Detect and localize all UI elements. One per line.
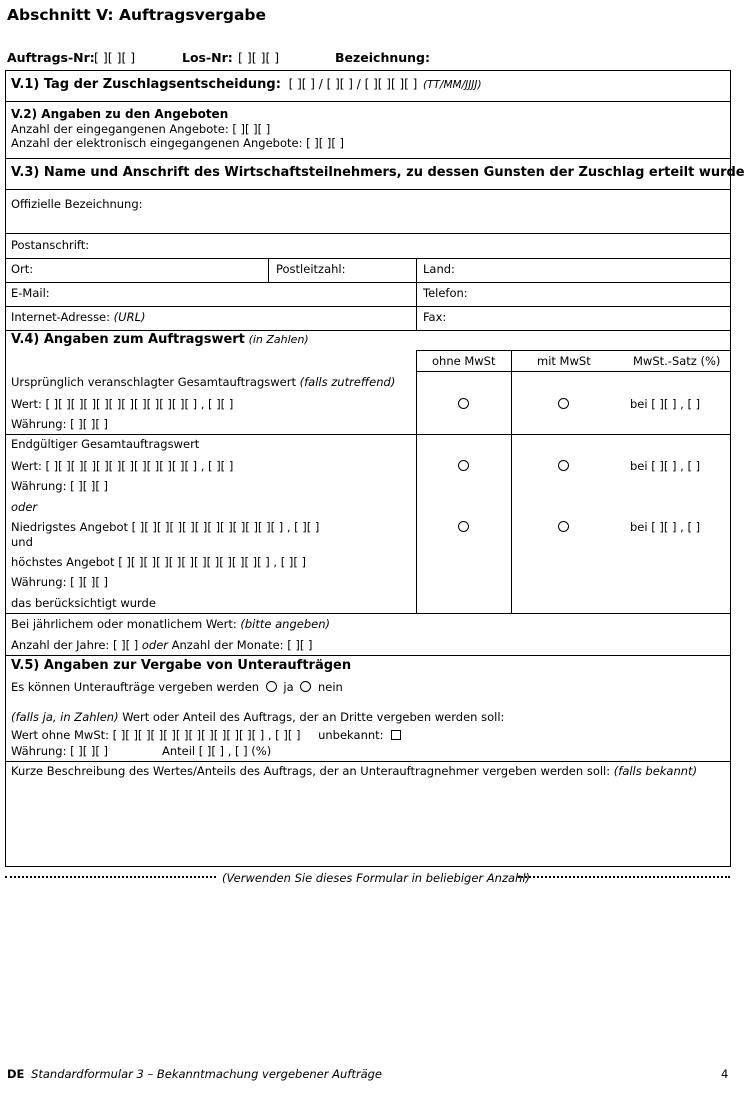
- v4-orig-wert[interactable]: Wert: [ ][ ][ ][ ][ ][ ][ ][ ][ ][ ][ ][ ] , [ ][ ]: [11, 397, 234, 411]
- v5-can-subcontract: Es können Unteraufträge vergeben werden: [11, 680, 260, 694]
- footer-form-title: Standardformular 3 – Bekanntmachung vergebener Aufträge: [31, 1067, 383, 1081]
- v4-orig-mit-radio[interactable]: [558, 398, 569, 409]
- v4-final-mit-radio[interactable]: [558, 460, 569, 471]
- divider: [416, 258, 417, 330]
- v4-orig-bei[interactable]: bei [ ][ ] , [ ]: [630, 397, 701, 411]
- v5-unbekannt-label: unbekannt:: [318, 728, 384, 742]
- v4-col-ohne: ohne MwSt: [432, 354, 496, 368]
- v4-col-satz: MwSt.-Satz (%): [633, 354, 721, 368]
- v5-if-yes-text: Wert oder Anteil des Auftrags, der an Dritte vergeben werden soll:: [122, 710, 505, 724]
- divider: [5, 101, 731, 102]
- v4-title-row: [11, 332, 309, 347]
- v5-nein-label: nein: [317, 680, 343, 694]
- v5-nein-radio[interactable]: [300, 681, 311, 692]
- v5-wert-ohne[interactable]: Wert ohne MwSt: [ ][ ][ ][ ][ ][ ][ ][ ][ ][ ][ ][ ] , [ ][ ]: [11, 728, 301, 742]
- v4-final-ohne-radio[interactable]: [458, 460, 469, 471]
- divider: [5, 613, 731, 614]
- los-nr-boxes[interactable]: [ ][ ][ ]: [238, 50, 280, 65]
- v4-orig-row: [11, 375, 395, 389]
- v4-considered: das berücksichtigt wurde: [11, 596, 156, 610]
- v5-ja-radio[interactable]: [266, 681, 277, 692]
- v3-email-label: E-Mail:: [11, 286, 50, 300]
- usage-note: (Verwenden Sie dieses Formular in beliebiger Anzahl): [222, 871, 531, 885]
- v4-periodic-hint: (bitte angeben): [240, 617, 330, 631]
- v4-highest[interactable]: höchstes Angebot [ ][ ][ ][ ][ ][ ][ ][ ][ ][ ][ ][ ] , [ ][ ]: [11, 555, 306, 569]
- v3-title: V.3) Name und Anschrift des Wirtschaftsteilnehmers, zu dessen Gunsten der Zuschlag erteilt wurde: [11, 165, 745, 180]
- divider: [5, 189, 731, 190]
- page-title: Abschnitt V: Auftragsvergabe: [7, 6, 267, 24]
- v2-received[interactable]: Anzahl der eingegangenen Angebote: [ ][ ][ ]: [11, 122, 271, 136]
- v5-short-desc-row: [11, 764, 697, 778]
- v3-fax-label: Fax:: [423, 310, 447, 324]
- v4-orig-label: Ursprünglich veranschlagter Gesamtauftragswert: [11, 375, 296, 389]
- v3-country-label: Land:: [423, 262, 455, 276]
- v2-electronic[interactable]: Anzahl der elektronisch eingegangenen Angebote: [ ][ ][ ]: [11, 136, 345, 150]
- divider: [416, 371, 731, 372]
- v3-internet-row: [11, 310, 145, 324]
- v3-postcode-label: Postleitzahl:: [276, 262, 346, 276]
- v4-oder: oder: [11, 500, 38, 514]
- v4-col-mit: mit MwSt: [537, 354, 591, 368]
- v5-anteil[interactable]: Anteil [ ][ ] , [ ] (%): [162, 744, 272, 758]
- divider: [416, 350, 731, 351]
- v4-range-mit-radio[interactable]: [558, 521, 569, 532]
- v4-years[interactable]: Anzahl der Jahre: [ ][ ]: [11, 638, 139, 652]
- bezeichnung-label: Bezeichnung:: [335, 50, 430, 65]
- v4-title: V.4) Angaben zum Auftragswert: [11, 332, 245, 347]
- v4-periodic-row: [11, 617, 330, 631]
- divider: [5, 306, 731, 307]
- v5-if-yes-row: [11, 710, 504, 724]
- v1-date-boxes[interactable]: [ ][ ] / [ ][ ] / [ ][ ][ ][ ]: [288, 77, 418, 91]
- v4-periodic-label: Bei jährlichem oder monatlichem Wert:: [11, 617, 237, 631]
- v4-title-hint: (in Zahlen): [248, 333, 309, 346]
- v4-lowest[interactable]: Niedrigstes Angebot [ ][ ][ ][ ][ ][ ][ ][ ][ ][ ][ ][ ] , [ ][ ]: [11, 520, 320, 534]
- v5-waehrung[interactable]: Währung: [ ][ ][ ]: [11, 744, 108, 758]
- v5-short-desc-label: Kurze Beschreibung des Wertes/Anteils des Auftrags, der an Unterauftragnehmer vergeben werden soll:: [11, 764, 611, 778]
- v3-official-name-label: Offizielle Bezeichnung:: [11, 197, 143, 211]
- divider: [511, 350, 512, 613]
- divider: [5, 158, 731, 159]
- divider: [5, 761, 731, 762]
- v5-unbekannt-checkbox[interactable]: [391, 730, 401, 740]
- v4-years-oder: oder: [141, 638, 168, 652]
- footer-page-number: 4: [721, 1067, 729, 1081]
- los-nr-label: Los-Nr:: [182, 50, 233, 65]
- auftrags-nr-boxes[interactable]: [ ][ ][ ]: [94, 50, 136, 65]
- v4-months[interactable]: Anzahl der Monate: [ ][ ]: [171, 638, 313, 652]
- v5-short-desc-hint: (falls bekannt): [613, 764, 698, 778]
- v3-postal-address-label: Postanschrift:: [11, 238, 90, 252]
- divider: [416, 350, 417, 613]
- divider: [268, 258, 269, 282]
- divider: [5, 233, 731, 234]
- v1-date-format: (TT/MM/JJJJ): [423, 79, 482, 91]
- v5-ja-label: ja: [283, 680, 294, 694]
- divider: [5, 655, 731, 656]
- note-dots-right: [518, 876, 730, 878]
- v5-wert-row: [11, 728, 401, 742]
- divider: [5, 330, 731, 331]
- v2-title: V.2) Angaben zu den Angeboten: [11, 107, 229, 121]
- v5-if-yes-hint: (falls ja, in Zahlen): [11, 710, 119, 724]
- v3-phone-label: Telefon:: [423, 286, 468, 300]
- note-dots-left: [5, 876, 216, 878]
- v4-und: und: [11, 535, 33, 549]
- v4-final-waehrung[interactable]: Währung: [ ][ ][ ]: [11, 479, 108, 493]
- frame-bottom: [5, 866, 731, 867]
- v4-range-ohne-radio[interactable]: [458, 521, 469, 532]
- divider: [5, 434, 731, 435]
- v5-title: V.5) Angaben zur Vergabe von Unteraufträgen: [11, 658, 352, 673]
- divider: [5, 258, 731, 259]
- v4-years-months-row[interactable]: [11, 638, 312, 652]
- footer-left: [7, 1067, 382, 1081]
- divider: [5, 282, 731, 283]
- v3-city-label: Ort:: [11, 262, 34, 276]
- v4-orig-waehrung[interactable]: Währung: [ ][ ][ ]: [11, 417, 108, 431]
- v4-orig-hint: (falls zutreffend): [299, 375, 396, 389]
- footer-lang: DE: [7, 1067, 25, 1081]
- frame-top: [5, 70, 731, 71]
- v4-final-label: Endgültiger Gesamtauftragswert: [11, 437, 200, 451]
- v5-subcontract-row: [11, 680, 343, 694]
- auftrags-nr-label: Auftrags-Nr:: [7, 50, 95, 65]
- v4-final-wert[interactable]: Wert: [ ][ ][ ][ ][ ][ ][ ][ ][ ][ ][ ][ ] , [ ][ ]: [11, 459, 234, 473]
- v4-range-waehrung[interactable]: Währung: [ ][ ][ ]: [11, 575, 108, 589]
- v4-orig-ohne-radio[interactable]: [458, 398, 469, 409]
- v4-range-bei[interactable]: bei [ ][ ] , [ ]: [630, 520, 701, 534]
- v1-label: V.1) Tag der Zuschlagsentscheidung:: [11, 77, 281, 92]
- v4-final-bei[interactable]: bei [ ][ ] , [ ]: [630, 459, 701, 473]
- v1-row: [11, 77, 482, 92]
- v3-internet-hint: (URL): [113, 310, 146, 324]
- v3-internet-label: Internet-Adresse:: [11, 310, 111, 324]
